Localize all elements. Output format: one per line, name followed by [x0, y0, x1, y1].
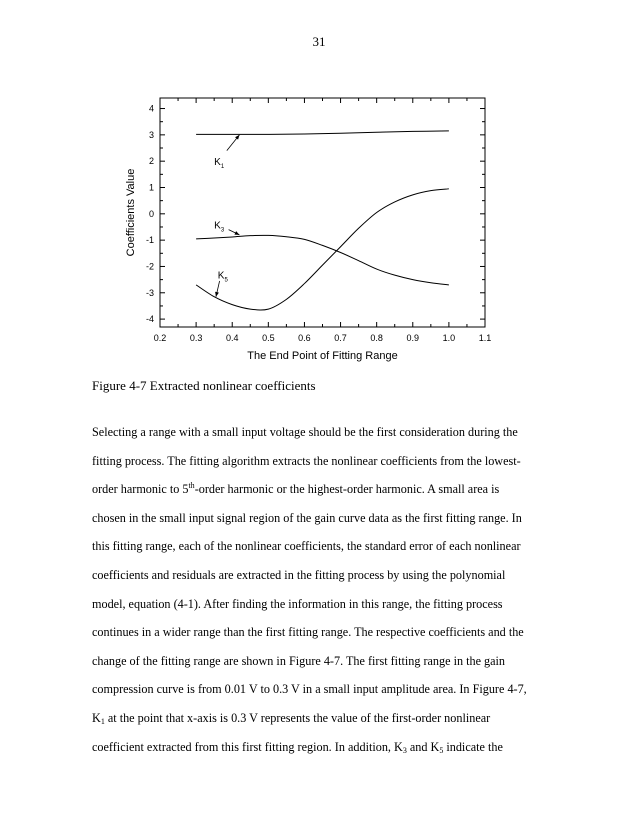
- x-tick-label: 0.8: [370, 333, 383, 343]
- text-line: model, equation (4-1). After finding the information in this range, the fitting process: [92, 596, 503, 611]
- series-line-k3: [196, 235, 449, 285]
- figure: [120, 92, 500, 372]
- y-tick-label: 3: [148, 129, 154, 140]
- x-tick-label: 1.0: [442, 333, 456, 343]
- subscript: 3: [402, 745, 407, 755]
- plot-frame: [160, 98, 485, 327]
- chart: [120, 92, 500, 372]
- text-line: compression curve is from 0.01 V to 0.3 V in a small input amplitude area. In Figure 4-7,: [92, 682, 527, 697]
- y-tick-label: -1: [145, 235, 154, 246]
- series-line-k1: [196, 131, 449, 134]
- text-line: coefficients and residuals are extracted in the fitting process by using the polynomial: [92, 567, 506, 582]
- text-line: chosen in the small input signal region of the gain curve data as the first fitting range. In: [92, 510, 522, 525]
- text-line: continues in a wider range than the first fitting range. The respective coefficients and the: [92, 625, 524, 640]
- page-number: 31: [312, 34, 326, 49]
- x-tick-label: 0.5: [262, 333, 275, 343]
- figure-caption: Figure 4-7 Extracted nonlinear coefficients: [92, 378, 316, 393]
- y-tick-label: -3: [145, 287, 154, 298]
- arrow-head-icon: [215, 292, 219, 297]
- x-tick-label: 0.6: [298, 333, 311, 343]
- body-text: [92, 418, 562, 761]
- text-line: fitting process. The fitting algorithm extracts the nonlinear coefficients from the lowest-: [92, 453, 521, 468]
- y-axis-label: Coefficients Value: [125, 168, 137, 257]
- y-tick-label: 0: [148, 208, 154, 219]
- y-tick-label: 4: [148, 103, 154, 114]
- annotation-label-k3: $K_3$: [214, 220, 225, 234]
- y-tick-label: -4: [145, 314, 154, 325]
- superscript: th: [188, 481, 195, 491]
- text-line: change of the fitting range are shown in Figure 4-7. The first fitting range in the gain: [92, 653, 506, 668]
- text-line: [92, 704, 562, 733]
- x-tick-label: 0.3: [189, 333, 203, 343]
- text-run: coefficient extracted from this first fitting region. In addition, K: [92, 739, 403, 754]
- subscript: 1: [100, 716, 105, 726]
- x-tick-label: 0.4: [225, 333, 239, 343]
- y-tick-label: -2: [145, 261, 154, 272]
- subscript: 5: [439, 745, 444, 755]
- x-tick-label: 0.9: [406, 333, 420, 343]
- annotation-label-k5: $K_5$: [217, 270, 228, 284]
- x-tick-label: 1.1: [478, 333, 492, 343]
- x-tick-label: 0.7: [334, 333, 347, 343]
- text-run: order harmonic to 5: [92, 482, 189, 497]
- text-run: K: [92, 710, 101, 725]
- y-tick-label: 1: [148, 182, 154, 193]
- text-run: -order harmonic or the highest-order harmonic. A small area is: [194, 482, 500, 497]
- annotation-label-k1: $K_1$: [214, 157, 225, 171]
- text-line: [92, 475, 562, 504]
- text-run: at the point that x-axis is 0.3 V represents the value of the first-order nonlinear: [104, 710, 491, 725]
- x-tick-label: 0.2: [153, 333, 167, 343]
- text-run: and K: [406, 739, 440, 754]
- series-line-k5: [196, 189, 449, 310]
- text-line: [92, 733, 562, 762]
- text-run: indicate the: [443, 739, 503, 754]
- y-tick-label: 2: [148, 156, 154, 167]
- text-line: this fitting range, each of the nonlinear coefficients, the standard error of each nonlinear: [92, 539, 521, 554]
- text-line: Selecting a range with a small input voltage should be the first consideration during the: [92, 425, 518, 439]
- x-axis-label: The End Point of Fitting Range: [247, 350, 398, 362]
